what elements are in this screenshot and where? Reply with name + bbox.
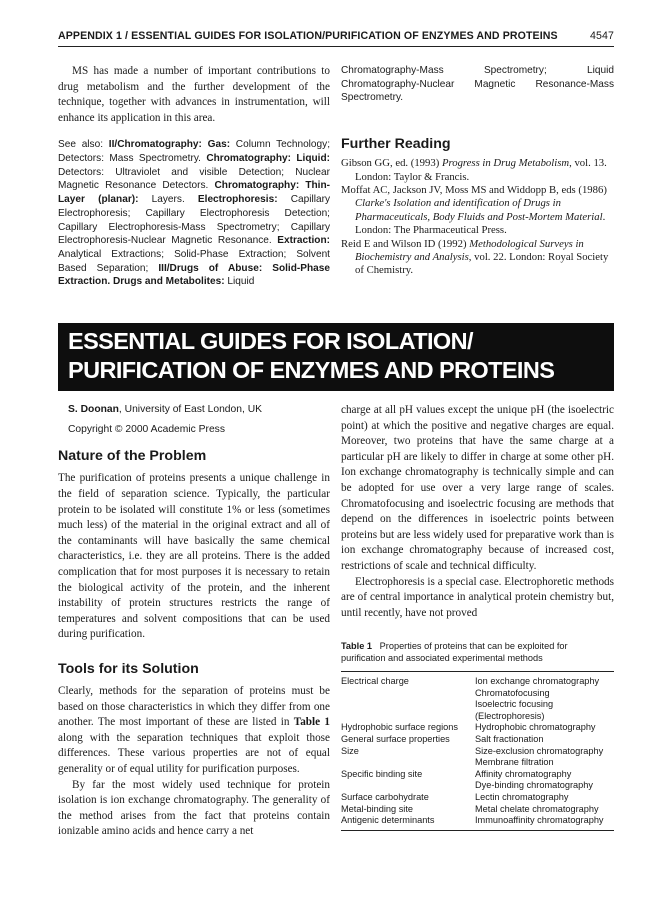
section-heading-tools: Tools for its Solution [58, 660, 199, 677]
table-cell-method: Hydrophobic chromatography [475, 722, 596, 733]
closing-paragraph: MS has made a number of important contributions to drug metabolism and the further development of the technique, together with advances in instrumentation, will enhance its application in this area. [58, 65, 330, 124]
table-cell-method: Metal chelate chromatography [475, 803, 599, 814]
table-cell-method: Ion exchange chromatography [475, 676, 600, 686]
table-cell-property: Antigenic determinants [341, 815, 435, 826]
see-also-link[interactable]: Chromatography: Liquid: [206, 153, 330, 165]
see-also-link[interactable]: II/Chromatography: Gas: [108, 139, 231, 151]
table-cell-method: Immunoaffinity chromatography [475, 815, 604, 826]
article-right-column [341, 403, 614, 621]
author-name: S. Doonan [68, 404, 119, 415]
reference-title: Methodological Surveys in Biochemistry and Analysis [355, 237, 584, 263]
reference-authors: Gibson GG, ed. (1993) [341, 157, 442, 170]
tools-paragraph-2: By far the most widely used technique for protein isolation is ion exchange chromatography. The generality of the method arises from the fact that proteins contain ionizable amino acids and hence carry a net [58, 778, 330, 838]
tools-text-b: along with the separation techniques that exploit those differences. These various properties are not of equal generality or of equal utility for purification purposes. [58, 731, 330, 775]
see-also-link[interactable]: Extraction: [277, 235, 330, 247]
table-cell-method: Dye-binding chromatography [475, 780, 593, 791]
see-also-text: Detectors: Ultraviolet and visible Detection; Nuclear Magnetic Resonance Detectors. [58, 166, 330, 192]
table-cell-method: (Electrophoresis) [475, 710, 545, 721]
reference-publisher: , vol. 22. London: Royal Society of Chemistry. [355, 250, 609, 277]
table-cell-method: Affinity chromatography [475, 768, 572, 779]
reference-title: Progress in Drug Metabolism [441, 157, 570, 170]
table-cell-method: Size-exclusion chromatography [475, 745, 604, 756]
article-title-line-1: ESSENTIAL GUIDES FOR ISOLATION/ [68, 328, 473, 354]
tools-paragraph-1 [58, 684, 330, 778]
table-1-bottom-rule [341, 830, 614, 831]
table-cell-property: Metal-binding site [341, 803, 414, 814]
table-cell-method: Chromatofocusing [475, 687, 550, 698]
table-cell-method: Lectin chromatography [475, 792, 569, 802]
table-1-top-rule [341, 671, 614, 672]
reference-item [341, 157, 614, 184]
table-1-caption [341, 640, 614, 664]
table-cell-property: Electrical charge [341, 676, 409, 686]
author-affiliation: , University of East London, UK [118, 404, 263, 415]
copyright-line: Copyright © 2000 Academic Press [68, 423, 225, 435]
electrophoresis-paragraph: Electrophoresis is a special case. Electrophoretic methods are of central importance in analytical protein chemistry but, until recently, have not proved [341, 575, 614, 619]
reference-item [341, 184, 614, 238]
see-also-text: Analytical Extractions; Solid-Phase Extraction; Solvent Based Separation; [58, 249, 330, 274]
table-1-label: Table 1 [341, 641, 372, 651]
top-right-column [341, 64, 614, 278]
nature-paragraph: The purification of proteins presents a unique challenge in the field of separation science. Typically, the particular protein to be isolated will constitute 1% or less (sometimes much less) of the material in the original extract and all of the contaminants will have basically the same chemical characteristics, i.e. they are all proteins. There is the added complication that for most purposes it is necessary to retain the biological activity of the protein, and the inherent instability of protein structures restricts the range of temperatures and solvent compositions that can be used during purification. [58, 472, 330, 641]
reference-title: Clarke's Isolation and identification of Drugs in Pharmaceuticals, Body Fluids and Post-Mortem Material [355, 197, 603, 223]
table-cell-method: Membrane filtration [475, 757, 554, 768]
table-cell-property: Specific binding site [341, 768, 423, 779]
reference-publisher: . London: The Pharmaceutical Press. [355, 210, 606, 237]
table-cell-property: Surface carbohydrate [341, 792, 429, 802]
author-line [58, 403, 330, 417]
see-also-link[interactable]: Chromatography: Thin-Layer (planar): [58, 180, 330, 206]
article-left-column [58, 403, 330, 840]
table-cell-property: Size [341, 745, 359, 756]
further-reading-heading: Further Reading [341, 136, 451, 153]
table-1-caption-text: Properties of proteins that can be exploited for purification and associated experimental methods [341, 641, 568, 664]
table-cell-method: Isoelectric focusing [475, 699, 554, 710]
charge-paragraph: charge at all pH values except the unique pH (the isoelectric point) at which the positive and negative charges are equal. Moreover, two proteins that have the same charge at a particular pH are likely to differ in charge at some other pH. Ion exchange chromatography is technically simple and can be adopted for use over a very large range of scales. Chromatofocusing and isoelectric focusing are methods that depend on the differences in isoelectric points between proteins but are less widely used for preparative work than is ion exchange chromatography because of increased cost, restrictions of scale and technical difficulty. [341, 404, 614, 572]
running-head-title: APPENDIX 1 / ESSENTIAL GUIDES FOR ISOLATION/PURIFICATION OF ENZYMES AND PROTEINS [58, 30, 558, 42]
see-also-link[interactable]: Electrophoresis: [197, 194, 278, 206]
page-number: 4547 [590, 30, 614, 42]
see-also-text: Column Technology; Detectors: Mass Spectrometry. [58, 139, 331, 165]
see-also [58, 138, 330, 289]
table-cell-property: General surface properties [341, 734, 450, 744]
see-also-text: Liquid [224, 276, 255, 288]
see-also-continuation: Chromatography-Mass Spectrometry; Liquid Chromatography-Nuclear Magnetic Resonance-Mass Spectrometry. [341, 65, 614, 104]
reference-authors: Reid E and Wilson ID (1992) [341, 237, 470, 250]
reference-publisher: , vol. 13. London: Taylor & Francis. [355, 157, 607, 183]
table-cell-method: Salt fractionation [475, 734, 544, 744]
see-also-links[interactable] [58, 139, 330, 287]
table-1-reference[interactable]: Table 1 [293, 716, 330, 729]
reference-authors: Moffat AC, Jackson JV, Moss MS and Widdopp B, eds (1986) [341, 183, 607, 196]
running-head [58, 30, 614, 46]
see-also-text: Layers. [138, 194, 198, 206]
see-also-text: Capillary Electrophoresis; Capillary Electrophoresis Detection; Capillary Electrophoresis-Mass Spectrometry; Capillary Electrophoresis-Nuclear Magnetic Resonance. [58, 194, 330, 247]
top-left-column [58, 64, 330, 289]
tools-text-a: Clearly, methods for the separation of proteins must be based on those characteristics in which they differ from one another. The most important of these are listed in [58, 684, 330, 729]
table-cell-property: Hydrophobic surface regions [341, 722, 458, 733]
reference-list [341, 157, 614, 278]
see-also-label: See also: [58, 139, 104, 151]
article-title-banner [58, 323, 614, 391]
see-also-link[interactable]: III/Drugs of Abuse: Solid-Phase Extraction. Drugs and Metabolites: [58, 262, 330, 288]
article-title-line-2: PURIFICATION OF ENZYMES AND PROTEINS [68, 357, 555, 383]
header-rule [58, 46, 614, 47]
section-heading-nature: Nature of the Problem [58, 448, 207, 465]
reference-item [341, 238, 614, 278]
